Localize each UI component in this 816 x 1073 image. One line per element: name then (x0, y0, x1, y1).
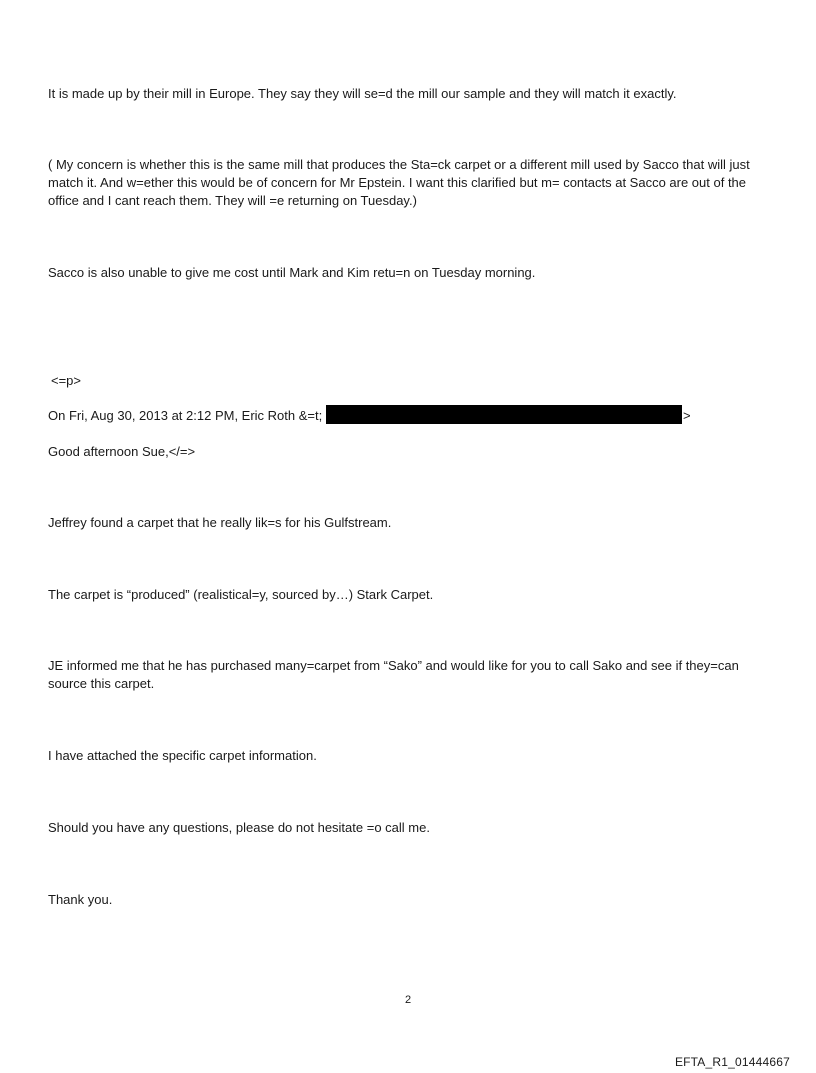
paragraph-sako: JE informed me that he has purchased many=carpet from “Sako” and would like for you to call Sako and see if they=can source this carpet. (48, 658, 739, 691)
paragraph-questions: Should you have any questions, please do not hesitate =o call me. (48, 820, 430, 835)
paragraph-attached: I have attached the specific carpet information. (48, 748, 317, 763)
redaction-bar (326, 405, 682, 424)
quote-header-end: > (683, 408, 691, 423)
page-number: 2 (404, 994, 412, 1006)
document-id: EFTA_R1_01444667 (674, 1055, 790, 1069)
paragraph-stark-carpet: The carpet is “produced” (realistical=y, sourced by…) Stark Carpet. (48, 587, 434, 602)
quote-header: On Fri, Aug 30, 2013 at 2:12 PM, Eric Roth &=t; (48, 408, 323, 423)
paragraph-cost: Sacco is also unable to give me cost until Mark and Kim retu=n on Tuesday morning. (48, 265, 536, 280)
paragraph-jeffrey-carpet: Jeffrey found a carpet that he really lik=s for his Gulfstream. (48, 515, 392, 530)
closing-thank-you: Thank you. (48, 892, 113, 907)
greeting: Good afternoon Sue,</=> (48, 444, 196, 459)
paragraph-mill-europe: It is made up by their mill in Europe. They say they will se=d the mill our sample and they will match it exactly. (48, 86, 677, 101)
paragraph-concern: ( My concern is whether this is the same mill that produces the Sta=ck carpet or a different mill used by Sacco that will just match it. And w=ether this would be of concern for Mr Epstein. I want this clarified but m= contacts at Sacco are out of the office and I cant reach them. They will =e returning on Tuesday.) (48, 157, 750, 208)
html-artifact-p-tag: <=p> (51, 373, 82, 388)
